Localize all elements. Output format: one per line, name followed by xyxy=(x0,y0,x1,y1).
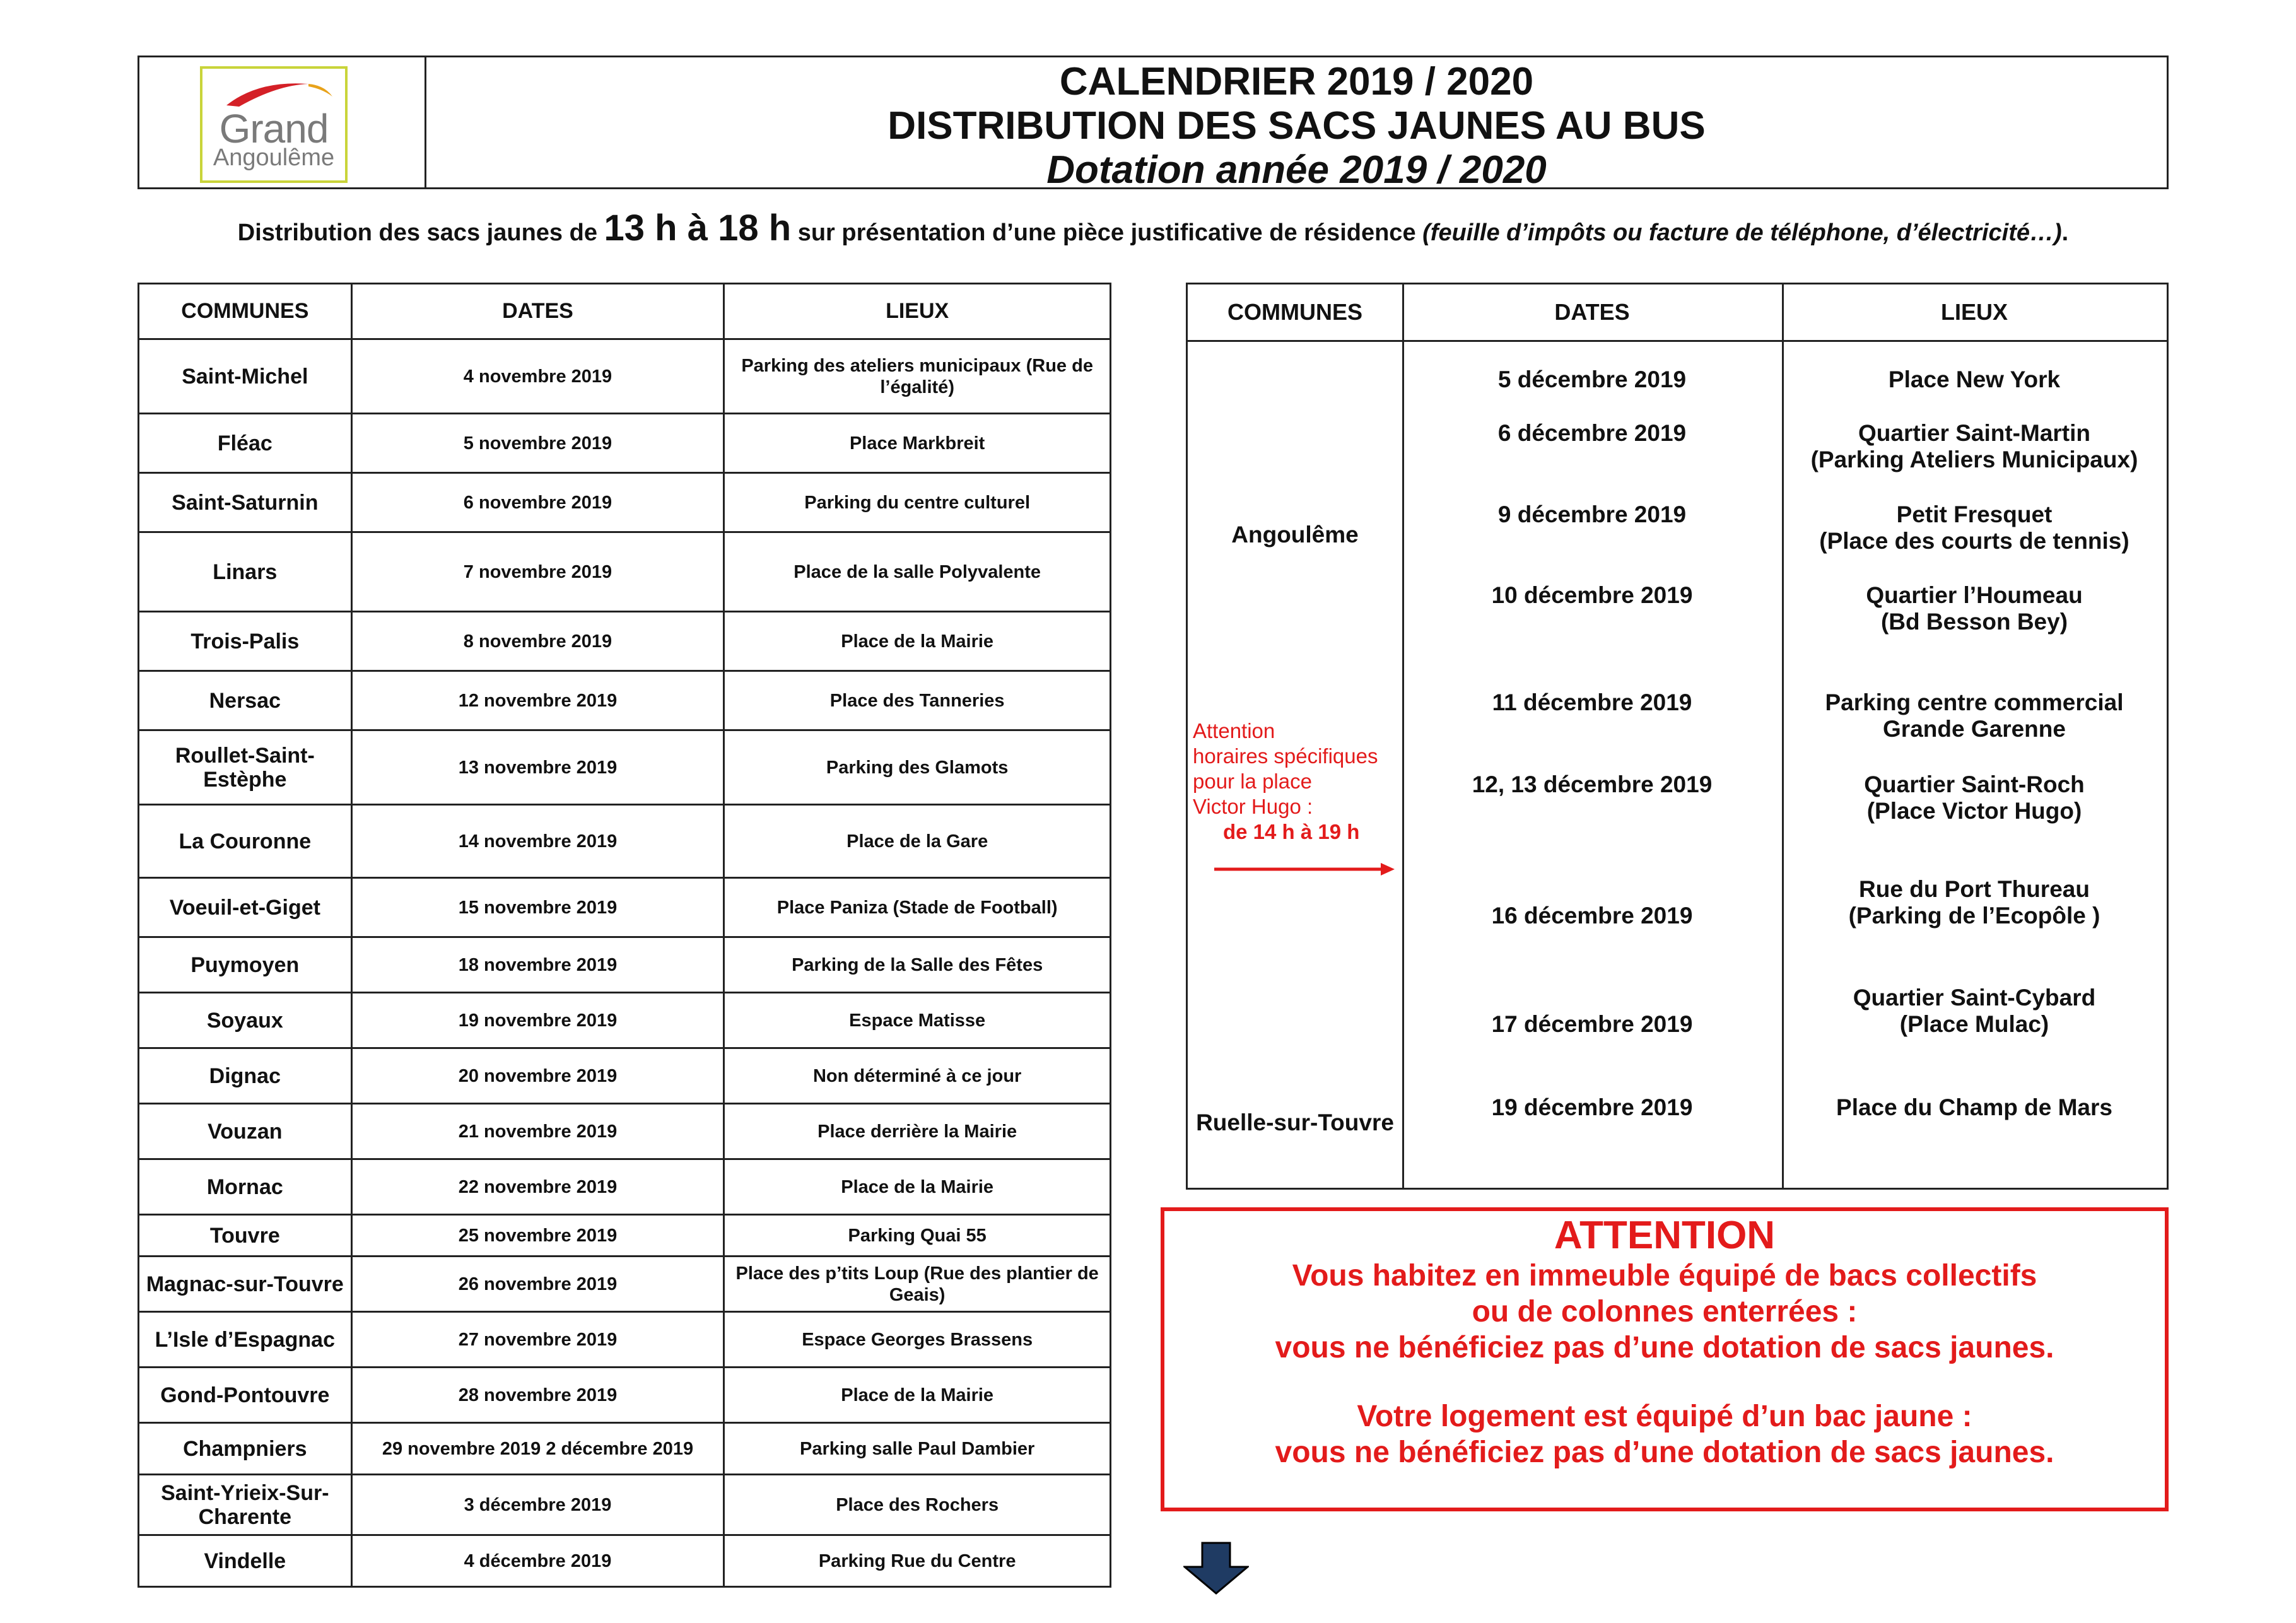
entry-date: 17 décembre 2019 xyxy=(1491,1011,1693,1037)
entry-date: 5 décembre 2019 xyxy=(1497,366,1687,392)
communes-table-left xyxy=(138,283,1111,1588)
row-date: 13 novembre 2019 xyxy=(351,730,724,805)
table-row xyxy=(139,1535,1111,1587)
table-row xyxy=(139,612,1111,671)
attention-note xyxy=(1193,718,1378,845)
table-row xyxy=(139,1159,1111,1215)
row-date: 7 novembre 2019 xyxy=(351,532,724,612)
entry-lieu: Quartier l’Houmeau (Bd Besson Bey) xyxy=(1866,582,2083,635)
row-lieu: Parking Rue du Centre xyxy=(724,1535,1111,1587)
table-row xyxy=(139,1104,1111,1159)
table-row xyxy=(139,1257,1111,1312)
entry-lieu: Rue du Port Thureau (Parking de l’Ecopôle ) xyxy=(1848,876,2100,929)
row-lieu: Place de la Mairie xyxy=(724,1368,1111,1423)
angouleme-table-right xyxy=(1186,283,2169,1190)
row-lieu: Parking des ateliers municipaux (Rue de l’égalité) xyxy=(724,339,1111,414)
row-date: 19 novembre 2019 xyxy=(351,993,724,1048)
table-row xyxy=(139,805,1111,878)
table-row xyxy=(139,473,1111,532)
row-lieu: Parking des Glamots xyxy=(724,730,1111,805)
entry-date: 16 décembre 2019 xyxy=(1491,903,1693,929)
intro-end: . xyxy=(2061,220,2069,246)
row-commune: Champniers xyxy=(139,1423,352,1475)
table-row xyxy=(139,1312,1111,1368)
row-lieu: Place de la Gare xyxy=(724,805,1111,878)
grand-angouleme-logo xyxy=(200,66,348,183)
row-date: 4 novembre 2019 xyxy=(351,339,724,414)
row-lieu: Espace Matisse xyxy=(724,993,1111,1048)
row-commune: Roullet-Saint-Estèphe xyxy=(139,730,352,805)
intro-part1: Distribution des sacs jaunes de xyxy=(237,220,604,246)
logo-text-angouleme: Angoulême xyxy=(213,144,335,171)
header-dates: DATES xyxy=(1554,299,1630,325)
row-lieu: Parking salle Paul Dambier xyxy=(724,1423,1111,1475)
row-commune: Fléac xyxy=(139,414,352,473)
commune-angouleme: Angoulême xyxy=(1231,522,1359,548)
document-title: CALENDRIER 2019 / 2020 xyxy=(1059,60,1534,103)
entry-lieu: Petit Fresquet (Place des courts de tennis) xyxy=(1819,501,2129,554)
row-commune: Saint-Yrieix-Sur-Charente xyxy=(139,1475,352,1535)
row-lieu: Place des p’tits Loup (Rue des plantier de Geais) xyxy=(724,1257,1111,1312)
intro-part2: sur présentation d’une pièce justificative de résidence xyxy=(791,220,1423,246)
table-body xyxy=(139,339,1111,1587)
entry-date: 11 décembre 2019 xyxy=(1492,689,1692,715)
table-row xyxy=(139,339,1111,414)
entry-date: 19 décembre 2019 xyxy=(1491,1094,1693,1120)
row-date: 26 novembre 2019 xyxy=(351,1257,724,1312)
header-communes: COMMUNES xyxy=(1227,299,1362,325)
row-date: 3 décembre 2019 xyxy=(351,1475,724,1535)
attention-line: vous ne bénéficiez pas d’une dotation de sacs jaunes. xyxy=(1275,1436,2054,1469)
entry-date: 9 décembre 2019 xyxy=(1497,501,1687,527)
row-date: 5 novembre 2019 xyxy=(351,414,724,473)
row-date: 12 novembre 2019 xyxy=(351,671,724,730)
row-lieu: Place des Tanneries xyxy=(724,671,1111,730)
row-commune: Vouzan xyxy=(139,1104,352,1159)
attention-title: ATTENTION xyxy=(1554,1214,1776,1257)
row-commune: Soyaux xyxy=(139,993,352,1048)
header-dates: DATES xyxy=(351,284,724,339)
row-date: 8 novembre 2019 xyxy=(351,612,724,671)
row-lieu: Parking de la Salle des Fêtes xyxy=(724,937,1111,993)
row-date: 25 novembre 2019 xyxy=(351,1215,724,1257)
title-cell xyxy=(426,57,2167,192)
row-date: 15 novembre 2019 xyxy=(351,878,724,937)
row-commune: Voeuil-et-Giget xyxy=(139,878,352,937)
table-row xyxy=(139,1215,1111,1257)
table-row xyxy=(139,730,1111,805)
logo-text-grand: Grand xyxy=(219,106,329,151)
row-date: 22 novembre 2019 xyxy=(351,1159,724,1215)
row-lieu: Non déterminé à ce jour xyxy=(724,1048,1111,1104)
entry-lieu: Place du Champ de Mars xyxy=(1836,1094,2112,1120)
row-lieu: Place Paniza (Stade de Football) xyxy=(724,878,1111,937)
row-date: 20 novembre 2019 xyxy=(351,1048,724,1104)
attention-line: vous ne bénéficiez pas d’une dotation de sacs jaunes. xyxy=(1275,1331,2054,1364)
entry-date: 6 décembre 2019 xyxy=(1497,420,1687,446)
attention-hours: de 14 h à 19 h xyxy=(1223,820,1360,843)
row-date: 29 novembre 2019 2 décembre 2019 xyxy=(351,1423,724,1475)
intro-text xyxy=(138,207,2169,249)
row-lieu: Parking Quai 55 xyxy=(724,1215,1111,1257)
entry-lieu: Quartier Saint-Roch (Place Victor Hugo) xyxy=(1864,771,2085,824)
table-row xyxy=(139,878,1111,937)
row-lieu: Place de la salle Polyvalente xyxy=(724,532,1111,612)
commune-ruelle: Ruelle-sur-Touvre xyxy=(1196,1110,1394,1135)
row-commune: La Couronne xyxy=(139,805,352,878)
row-date: 21 novembre 2019 xyxy=(351,1104,724,1159)
row-commune: Vindelle xyxy=(139,1535,352,1587)
row-lieu: Espace Georges Brassens xyxy=(724,1312,1111,1368)
table-row xyxy=(139,1368,1111,1423)
table-row xyxy=(139,1475,1111,1535)
row-lieu: Place des Rochers xyxy=(724,1475,1111,1535)
entry-date: 10 décembre 2019 xyxy=(1491,582,1693,608)
row-commune: Dignac xyxy=(139,1048,352,1104)
document-dotation: Dotation année 2019 / 2020 xyxy=(1046,148,1547,192)
row-date: 4 décembre 2019 xyxy=(351,1535,724,1587)
table-row xyxy=(139,937,1111,993)
attention-line: Vous habitez en immeuble équipé de bacs collectifs xyxy=(1292,1259,2037,1292)
red-arrow-right-icon xyxy=(1213,860,1396,879)
row-date: 18 novembre 2019 xyxy=(351,937,724,993)
row-date: 6 novembre 2019 xyxy=(351,473,724,532)
row-commune: Gond-Pontouvre xyxy=(139,1368,352,1423)
row-commune: Saint-Saturnin xyxy=(139,473,352,532)
row-date: 14 novembre 2019 xyxy=(351,805,724,878)
entry-lieu: Parking centre commercial Grande Garenne xyxy=(1825,689,2124,742)
row-lieu: Place de la Mairie xyxy=(724,1159,1111,1215)
intro-hours: 13 h à 18 h xyxy=(604,208,792,249)
row-commune: Trois-Palis xyxy=(139,612,352,671)
row-commune: L’Isle d’Espagnac xyxy=(139,1312,352,1368)
header-lieux: LIEUX xyxy=(1940,299,2008,325)
entry-lieu: Place New York xyxy=(1888,366,2061,392)
attention-note-line: horaires spécifiques xyxy=(1193,744,1378,768)
row-commune: Mornac xyxy=(139,1159,352,1215)
row-commune: Puymoyen xyxy=(139,937,352,993)
table-row xyxy=(139,414,1111,473)
row-commune: Saint-Michel xyxy=(139,339,352,414)
header-communes: COMMUNES xyxy=(139,284,352,339)
logo-cell xyxy=(139,57,426,187)
entry-lieu: Quartier Saint-Martin (Parking Ateliers Municipaux) xyxy=(1810,420,2138,472)
row-date: 28 novembre 2019 xyxy=(351,1368,724,1423)
table-header-row xyxy=(139,284,1111,339)
row-lieu: Parking du centre culturel xyxy=(724,473,1111,532)
attention-note-line: Victor Hugo : xyxy=(1193,795,1313,818)
entry-lieu: Quartier Saint-Cybard (Place Mulac) xyxy=(1853,985,2096,1037)
arrow-down-icon xyxy=(1183,1542,1249,1595)
table-row xyxy=(139,993,1111,1048)
document-subtitle: DISTRIBUTION DES SACS JAUNES AU BUS xyxy=(887,104,1706,148)
row-lieu: Place de la Mairie xyxy=(724,612,1111,671)
attention-box xyxy=(1161,1207,2169,1511)
header-lieux: LIEUX xyxy=(724,284,1111,339)
row-lieu: Place derrière la Mairie xyxy=(724,1104,1111,1159)
attention-line: ou de colonnes enterrées : xyxy=(1472,1295,1858,1328)
entry-date: 12, 13 décembre 2019 xyxy=(1472,771,1713,797)
row-date: 27 novembre 2019 xyxy=(351,1312,724,1368)
attention-note-line: Attention xyxy=(1193,719,1275,742)
row-lieu: Place Markbreit xyxy=(724,414,1111,473)
row-commune: Nersac xyxy=(139,671,352,730)
attention-note-line: pour la place xyxy=(1193,770,1312,793)
row-commune: Linars xyxy=(139,532,352,612)
table-header-row xyxy=(1188,284,2167,342)
row-commune: Magnac-sur-Touvre xyxy=(139,1257,352,1312)
table-row xyxy=(139,1048,1111,1104)
intro-italic: (feuille d’impôts ou facture de téléphone, d’électricité…) xyxy=(1422,220,2062,246)
document-header xyxy=(138,56,2169,192)
table-row xyxy=(139,1423,1111,1475)
table-row xyxy=(139,532,1111,612)
table-row xyxy=(139,671,1111,730)
row-commune: Touvre xyxy=(139,1215,352,1257)
attention-line: Votre logement est équipé d’un bac jaune : xyxy=(1357,1400,1972,1433)
